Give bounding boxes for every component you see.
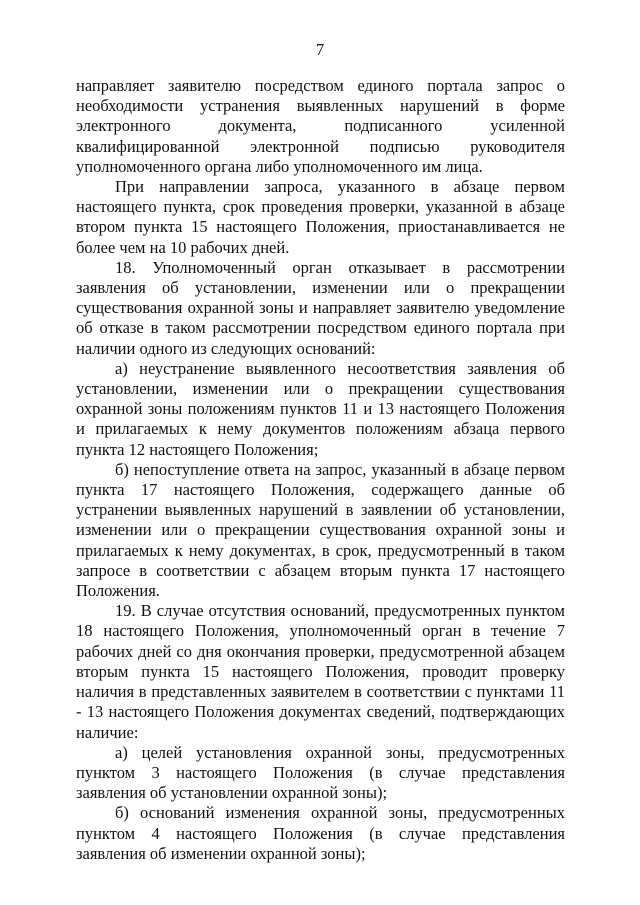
paragraph-clause-18-b: б) непоступление ответа на запрос, указанный в абзаце первом пункта 17 настоящего Положения, содержащего данные об устранении выявленных нарушений в заявлении об установлении, изменении или о прекращении существования охранной зоны и прилагаемых к нему документах, в срок, предусмотренный в таком запросе в соответствии с абзацем вторым пункта 17 настоящего Положения. <box>76 459 565 601</box>
paragraph-clause-19-a: а) целей установления охранной зоны, предусмотренных пунктом 3 настоящего Положения (в случае представления заявления об установлении охранной зоны); <box>76 742 565 803</box>
page-number: 7 <box>315 40 325 59</box>
paragraph-clause-18-a: а) неустранение выявленного несоответствия заявления об установлении, изменении или о прекращении существования охранной зоны положениям пунктов 11 и 13 настоящего Положения и прилагаемых к нему документов положениям абзаца первого пункта 12 настоящего Положения; <box>76 358 565 459</box>
paragraph-clause-19: 19. В случае отсутствия оснований, предусмотренных пунктом 18 настоящего Положения, уполномоченный орган в течение 7 рабочих дней со дня окончания проверки, предусмотренной абзацем вторым пункта 15 настоящего Положения, проводит проверку наличия в представленных заявителем в соответствии с пунктами 11 - 13 настоящего Положения документах сведений, подтверждающих наличие: <box>76 601 565 742</box>
paragraph-continuation: направляет заявителю посредством единого портала запрос о необходимости устранения выявленных нарушений в форме электронного документа, подписанного усиленной квалифицированной электронной подписью руководителя уполномоченного органа либо уполномоченного им лица. <box>76 76 565 176</box>
paragraph-clause-19-b: б) оснований изменения охранной зоны, предусмотренных пунктом 4 настоящего Положения (в случае представления заявления об изменении охранной зоны); <box>76 803 565 863</box>
document-body <box>76 76 565 864</box>
paragraph-clause-18: 18. Уполномоченный орган отказывает в рассмотрении заявления об установлении, изменении или о прекращении существования охранной зоны и направляет заявителю уведомление об отказе в таком рассмотрении посредством единого портала при наличии одного из следующих оснований: <box>76 257 565 358</box>
paragraph-request-suspension: При направлении запроса, указанного в абзаце первом настоящего пункта, срок проведения проверки, указанной в абзаце втором пункта 15 настоящего Положения, приостанавливается не более чем на 10 рабочих дней. <box>76 177 565 257</box>
